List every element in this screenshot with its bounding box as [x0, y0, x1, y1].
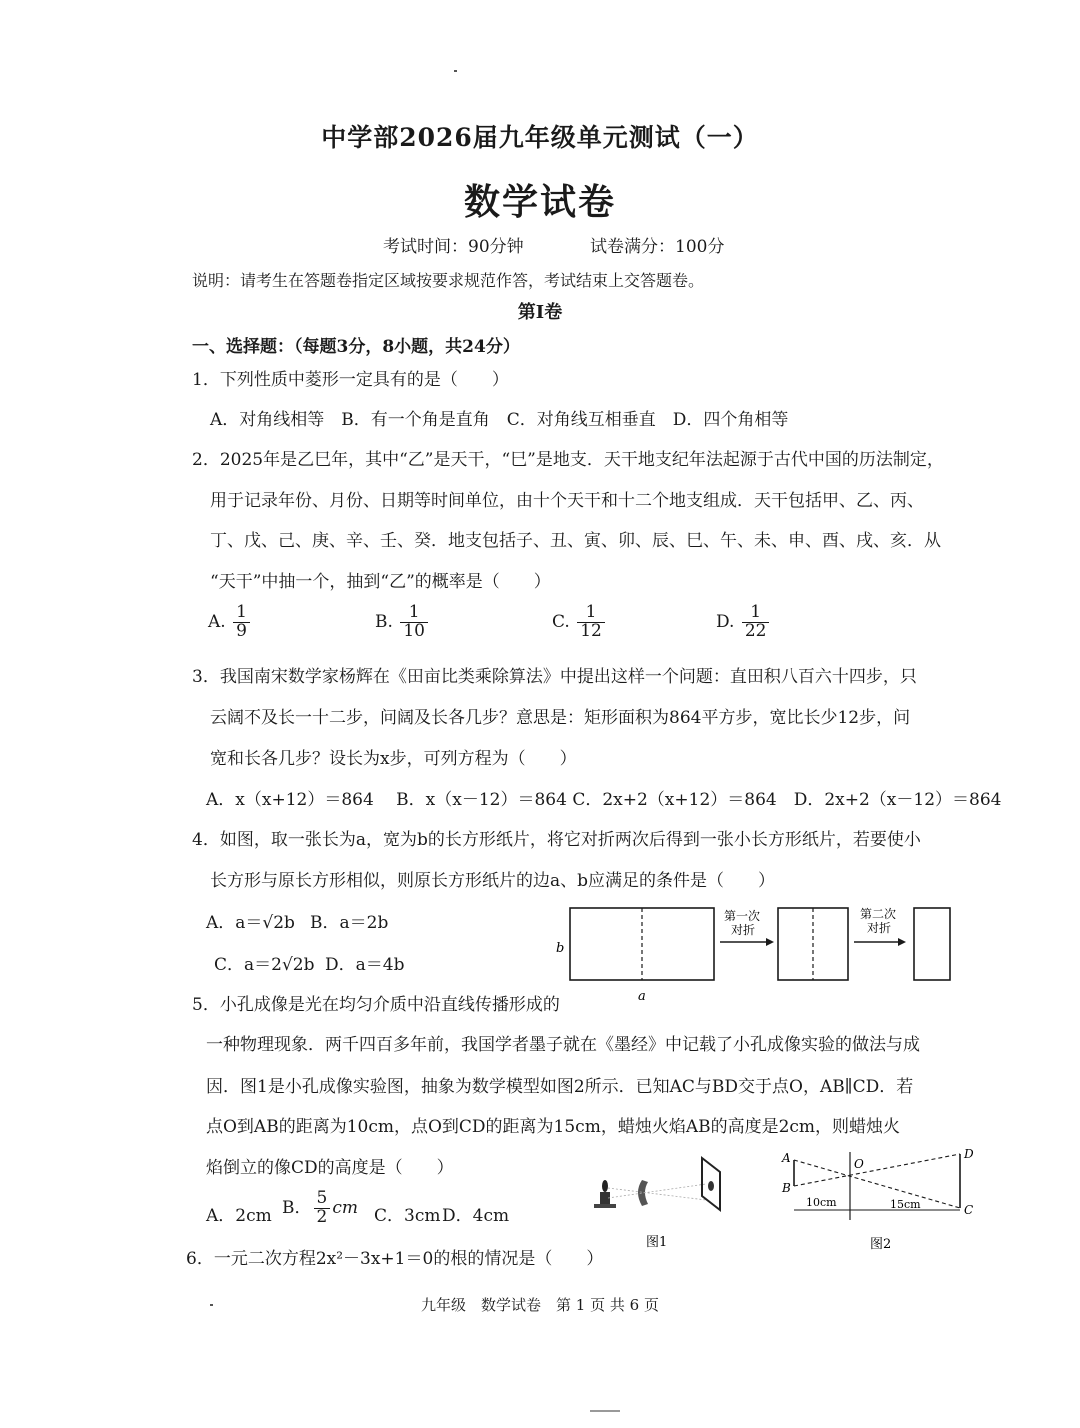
q5-line4: 点O到AB的距离为10cm，点O到CD的距离为15cm，蜡烛火焰AB的高度是2cm，则蜡烛火 [206, 1117, 901, 1137]
pinhole-experiment-figure [590, 1148, 740, 1254]
exam-title-line1: 中学部2026届九年级单元测试（一） [321, 123, 759, 152]
q5-line3: 因．图1是小孔成像实验图，抽象为数学模型如图2所示．已知AC与BD交于点O，AB∥CD．若 [206, 1077, 914, 1097]
dist2-label: 15cm [890, 1198, 921, 1211]
q5-line5: 焰倒立的像CD的高度是（ ） [206, 1158, 454, 1178]
q2-option-a: A. $\frac{1}{9}$ [208, 604, 252, 641]
arrow-1-head [766, 938, 774, 946]
q4-option-a: A．a＝√2b [206, 913, 295, 933]
point-b-label: B [782, 1181, 791, 1195]
page-footer: 九年级 数学试卷 第 1 页 共 6 页 [421, 1296, 659, 1314]
scan-speck [454, 70, 457, 72]
q3-options: A．x（x+12）＝864 B．x（x－12）＝864 C．2x+2（x+12）＝864 D．2x+2（x－12）＝864 [206, 790, 1002, 810]
point-d-label: D [964, 1147, 974, 1161]
q4-option-d: D．a＝4b [325, 955, 405, 975]
exam-time: 考试时间：90分钟 [383, 237, 524, 257]
fold1-text-2: 对折 [731, 923, 756, 937]
point-o-label: O [854, 1157, 864, 1171]
fold1-text-1: 第一次 [724, 909, 761, 923]
q5-option-a: A．2cm [206, 1206, 272, 1226]
q1-options: A．对角线相等 B．有一个角是直角 C．对角线互相垂直 D．四个角相等 [210, 410, 789, 430]
fold2-text-1: 第二次 [860, 907, 897, 921]
q2-option-d: D. $\frac{1}{22}$ [716, 604, 771, 641]
section-title: 第Ⅰ卷 [517, 302, 563, 323]
dist1-label: 10cm [806, 1196, 837, 1209]
section1-heading: 一、选择题：（每题3分，8小题，共24分） [192, 337, 520, 357]
q4-folding-figure [550, 896, 960, 1004]
q1-stem: 1．下列性质中菱形一定具有的是（ ） [192, 370, 509, 390]
light-ray-1 [608, 1188, 706, 1200]
q2-line4: “天干”中抽一个，抽到“乙”的概率是（ ） [210, 572, 551, 592]
fig2-caption: 图2 [870, 1237, 892, 1252]
q4-line2: 长方形与原长方形相似，则原长方形纸片的边a、b应满足的条件是（ ） [210, 871, 776, 891]
q2-line1: 2．2025年是乙巳年，其中“乙”是天干，“巳”是地支．天干地支纪年法起源于古代中国的历法制定， [192, 450, 944, 470]
q2-line3: 丁、戊、己、庚、辛、壬、癸．地支包括子、丑、寅、卯、辰、巳、午、未、申、酉、戌、亥．从 [210, 531, 941, 551]
q5-line2: 一种物理现象．两千四百多年前，我国学者墨子就在《墨经》中记载了小孔成像实验的做法与成 [206, 1035, 920, 1055]
screen-image [708, 1181, 714, 1191]
exam-title-line2: 数学试卷 [463, 181, 616, 223]
q5-line1: 5．小孔成像是光在均匀介质中沿直线传播形成的 [192, 995, 560, 1015]
label-b: b [556, 941, 565, 956]
full-score: 试卷满分：100分 [590, 237, 725, 257]
instructions: 说明：请考生在答题卷指定区域按要求规范作答，考试结束上交答题卷。 [192, 271, 705, 290]
label-a: a [638, 989, 646, 1004]
q4-option-c: C．a＝2√2b [214, 955, 315, 975]
fold2-text-2: 对折 [867, 921, 892, 935]
line-bd [794, 1154, 960, 1186]
quarter-rectangle [914, 908, 950, 980]
pinhole-model-figure [774, 1142, 980, 1254]
q5-option-c: C．3cm [374, 1206, 441, 1226]
q5-option-d: D．4cm [442, 1206, 510, 1226]
fig1-caption: 图1 [646, 1235, 668, 1250]
q4-option-b: B．a＝2b [310, 913, 389, 933]
q3-line1: 3．我国南宋数学家杨辉在《田亩比类乘除算法》中提出这样一个问题：直田积八百六十四步，只 [192, 667, 917, 687]
q6-stem: 6．一元二次方程2x²－3x+1＝0的根的情况是（ ） [186, 1249, 604, 1269]
scan-speck [590, 1410, 620, 1412]
q5-option-b: B． $\frac{5}{2}$ cm [282, 1188, 358, 1227]
q3-line2: 云阔不及长一十二步，问阔及长各几步？意思是：矩形面积为864平方步，宽比长少12步，问 [210, 708, 911, 728]
q4-line1: 4．如图，取一张长为a，宽为b的长方形纸片，将它对折两次后得到一张小长方形纸片，若要使小 [192, 830, 921, 850]
q2-option-b: B. $\frac{1}{10}$ [375, 604, 430, 641]
scan-speck [210, 1304, 213, 1306]
point-a-label: A [782, 1151, 791, 1165]
pinhole-board [638, 1180, 648, 1206]
point-c-label: C [964, 1203, 974, 1217]
q3-line3: 宽和长各几步？设长为x步，可列方程为（ ） [210, 749, 577, 769]
q2-line2: 用于记录年份、月份、日期等时间单位，由十个天干和十二个地支组成．天干包括甲、乙、丙、 [210, 491, 924, 511]
candle-base [594, 1204, 616, 1208]
light-ray-2 [608, 1184, 706, 1198]
candle-body [600, 1192, 610, 1206]
candle-flame [602, 1180, 608, 1192]
q2-option-c: C. $\frac{1}{12}$ [552, 604, 607, 641]
arrow-2-head [898, 938, 906, 946]
